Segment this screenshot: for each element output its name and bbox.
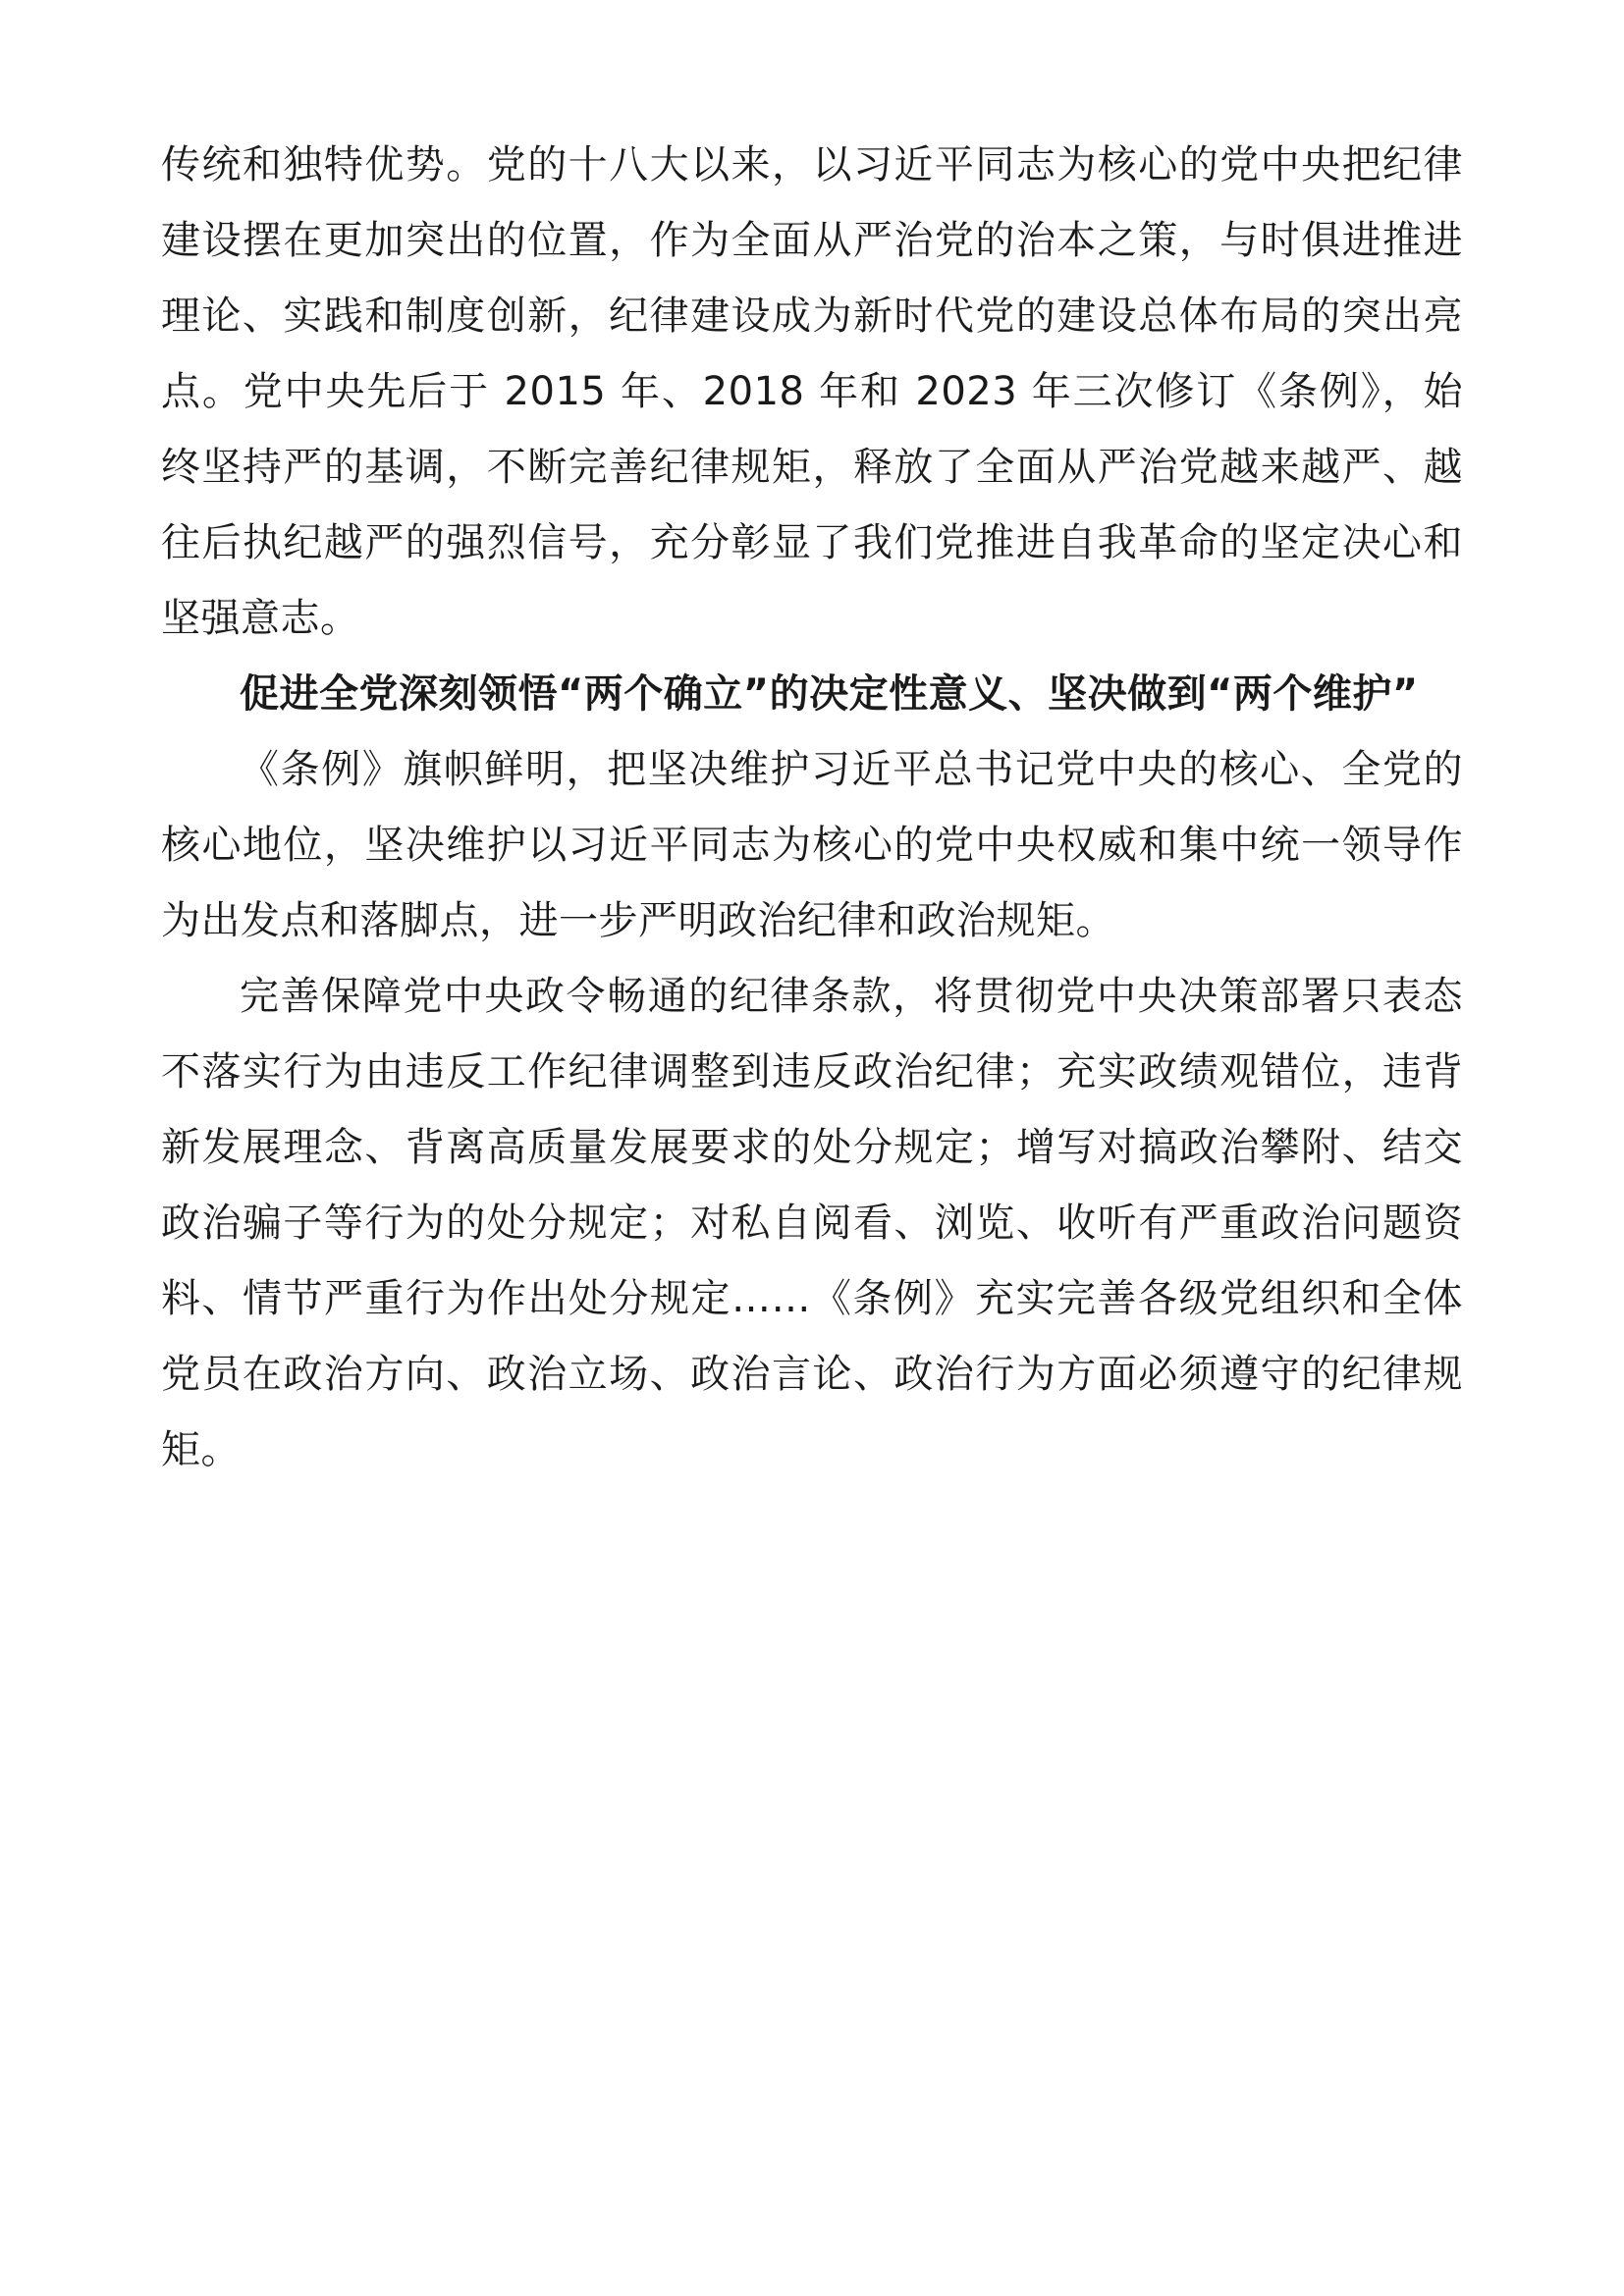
paragraph-body-2: 完善保障党中央政令畅通的纪律条款，将贯彻党中央决策部署只表态不落实行为由违反工作纪律调整到违反政治纪律；充实政绩观错位，违背新发展理念、背离高质量发展要求的处分规定；增写对搞政治攀附、结交政治骗子等行为的处分规定；对私自阅看、浏览、收听有严重政治问题资料、情节严重行为作出处分规定……《条例》充实完善各级党组织和全体党员在政治方向、政治立场、政治言论、政治行为方面必须遵守的纪律规矩。 bbox=[161, 974, 1463, 1472]
paragraph-continuation: 传统和独特优势。党的十八大以来，以习近平同志为核心的党中央把纪律建设摆在更加突出的位置，作为全面从严治党的治本之策，与时俱进推进理论、实践和制度创新，纪律建设成为新时代党的建设总体布局的突出亮点。党中央先后于 2015 年、2018 年和 2023 年三次修订《条例》，始终坚持严的基调，不断完善纪律规矩，释放了全面从严治党越来越严、越往后执纪越严的强烈信号，充分彰显了我们党推进自我革命的坚定决心和坚强意志。 bbox=[161, 142, 1463, 641]
section-heading: 促进全党深刻领悟“两个确立”的决定性意义、坚决做到“两个维护” bbox=[240, 671, 1419, 717]
paragraph-body-1: 《条例》旗帜鲜明，把坚决维护习近平总书记党中央的核心、全党的核心地位，坚决维护以习近平同志为核心的党中央权威和集中统一领导作为出发点和落脚点，进一步严明政治纪律和政治规矩。 bbox=[161, 747, 1463, 943]
